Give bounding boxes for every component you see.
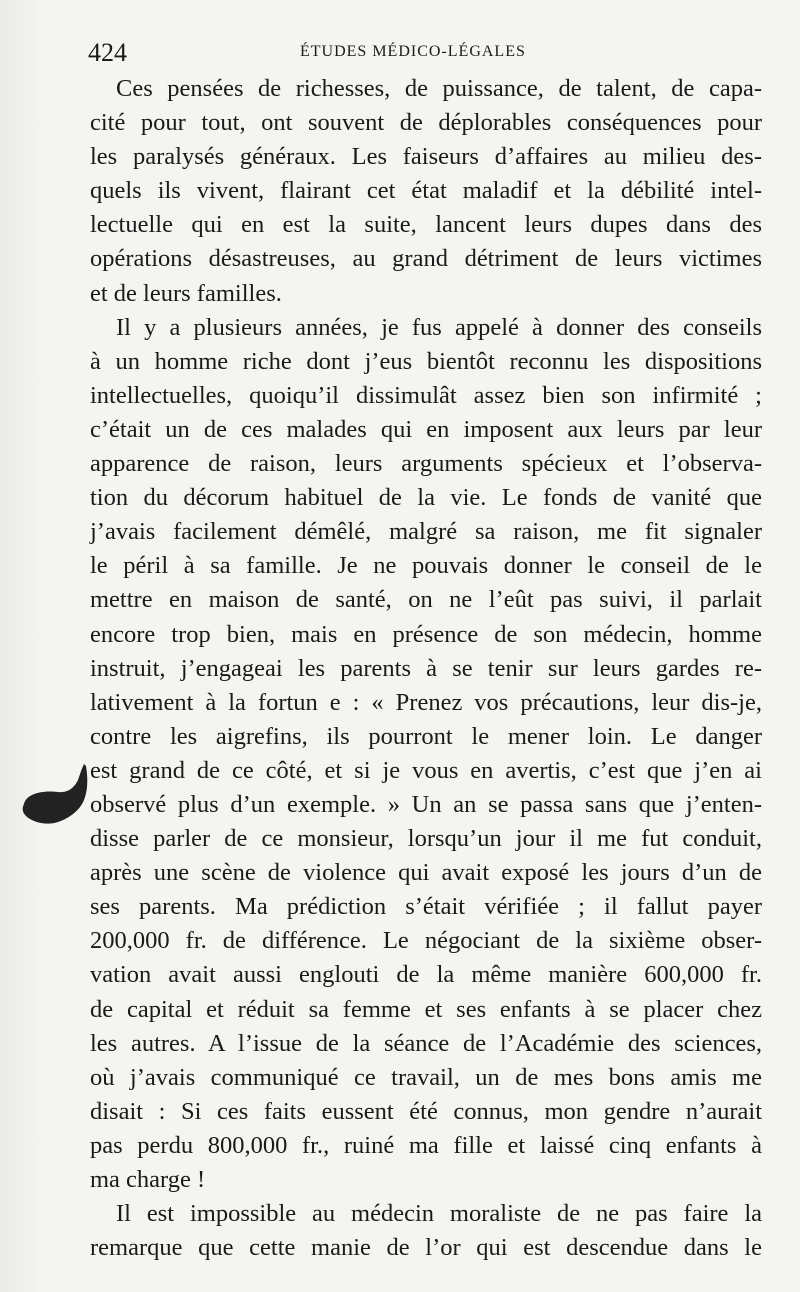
running-head: ÉTUDES MÉDICO-LÉGALES <box>300 43 526 60</box>
body-text <box>90 72 762 1265</box>
text-line: cité pour tout, ont souvent de déplorables conséquences pour <box>90 109 762 137</box>
ink-blot-icon <box>18 760 98 830</box>
text-line: vation avait aussi englouti de la même manière 600,000 fr. <box>90 961 762 989</box>
text-line: est grand de ce côté, et si je vous en avertis, c’est que j’en ai <box>90 756 762 784</box>
text-line: encore trop bien, mais en présence de son médecin, homme <box>90 620 762 648</box>
text-line: contre les aigrefins, ils pourront le mener loin. Le danger <box>90 722 762 750</box>
text-line: tion du décorum habituel de la vie. Le fonds de vanité que <box>90 484 762 512</box>
text-line: Il y a plusieurs années, je fus appelé à donner des conseils <box>116 313 762 341</box>
text-line: intellectuelles, quoiqu’il dissimulât assez bien son infirmité ; <box>90 381 762 409</box>
text-line: disait : Si ces faits eussent été connus, mon gendre n’aurait <box>90 1097 762 1125</box>
text-line: c’était un de ces malades qui en imposent aux leurs par leur <box>90 415 762 443</box>
text-line: j’avais facilement démêlé, malgré sa raison, me fit signaler <box>90 518 762 546</box>
text-line: de capital et réduit sa femme et ses enfants à se placer chez <box>90 995 762 1023</box>
page-header <box>88 34 768 70</box>
text-line: le péril à sa famille. Je ne pouvais donner le conseil de le <box>90 552 762 580</box>
text-line: 200,000 fr. de différence. Le négociant de la sixième obser- <box>90 927 762 955</box>
text-line: opérations désastreuses, au grand détriment de leurs victimes <box>90 245 762 273</box>
text-line: ma charge ! <box>90 1166 206 1193</box>
text-line: lativement à la fortun e : « Prenez vos précautions, leur dis-je, <box>90 688 762 716</box>
text-line: après une scène de violence qui avait exposé les jours d’un de <box>90 859 762 887</box>
text-line: quels ils vivent, flairant cet état maladif et la débilité intel- <box>90 177 762 205</box>
text-line: les paralysés généraux. Les faiseurs d’affaires au milieu des- <box>90 143 762 171</box>
text-line: où j’avais communiqué ce travail, un de mes bons amis me <box>90 1063 762 1091</box>
text-line: les autres. A l’issue de la séance de l’Académie des sciences, <box>90 1029 762 1057</box>
text-line: observé plus d’un exemple. » Un an se passa sans que j’enten- <box>90 790 762 818</box>
text-line: à un homme riche dont j’eus bientôt reconnu les dispositions <box>90 347 762 375</box>
text-line: Ces pensées de richesses, de puissance, de talent, de capa- <box>116 75 762 102</box>
text-line: Il est impossible au médecin moraliste de ne pas faire la <box>116 1200 762 1228</box>
text-line: pas perdu 800,000 fr., ruiné ma fille et laissé cinq enfants à <box>90 1131 762 1159</box>
text-line: instruit, j’engageai les parents à se tenir sur leurs gardes re- <box>90 654 762 682</box>
text-line: mettre en maison de santé, on ne l’eût pas suivi, il parlait <box>90 586 762 614</box>
text-line: ses parents. Ma prédiction s’était vérifiée ; il fallut payer <box>90 893 762 921</box>
text-line: remarque que cette manie de l’or qui est descendue dans le <box>90 1234 762 1262</box>
text-line: et de leurs familles. <box>90 279 282 307</box>
text-line: apparence de raison, leurs arguments spécieux et l’observa- <box>90 450 762 478</box>
text-line: disse parler de ce monsieur, lorsqu’un jour il me fut conduit, <box>90 825 762 853</box>
text-line: lectuelle qui en est la suite, lancent leurs dupes dans des <box>90 211 762 239</box>
page-number: 424 <box>88 38 127 67</box>
